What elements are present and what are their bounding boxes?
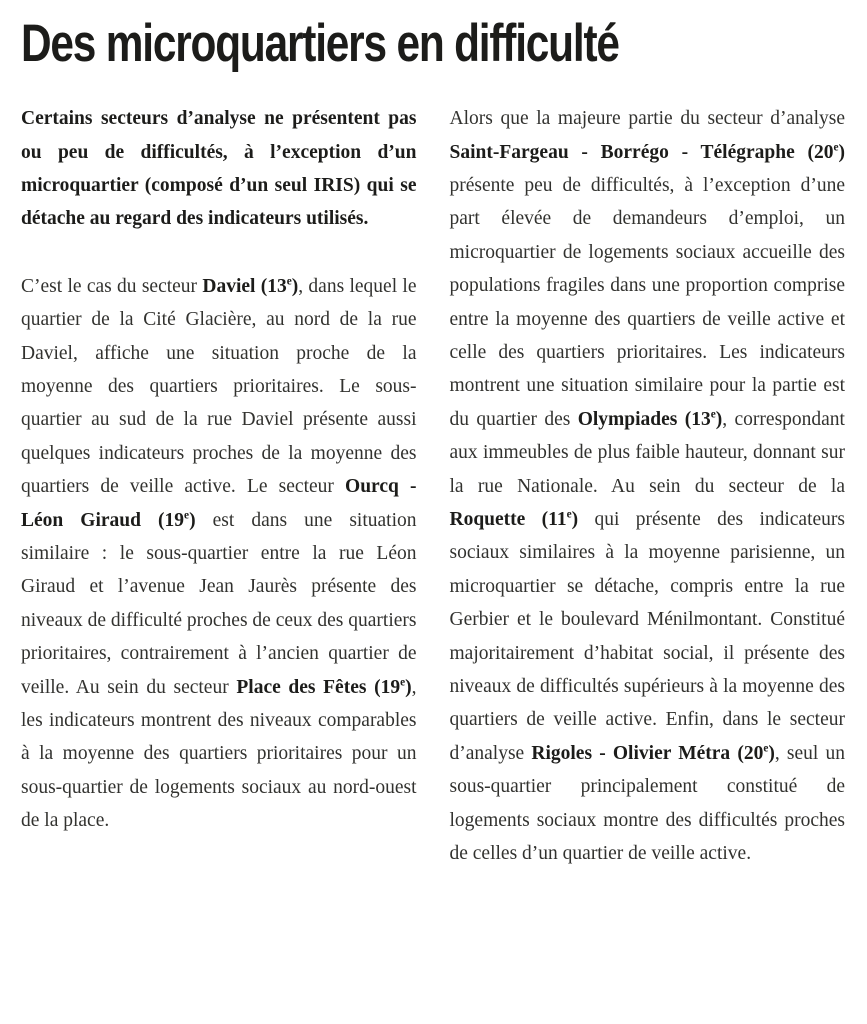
article-columns <box>21 102 845 870</box>
sector-name: Roquette (11 <box>449 508 567 530</box>
sector-name: ) <box>768 742 775 764</box>
sector-name: ) <box>838 141 845 163</box>
right-column <box>450 102 846 870</box>
text-segment: C’est le cas du secteur <box>21 275 203 297</box>
sector-name: Ourcq - Léon Giraud (19 <box>21 476 417 531</box>
sector-name: ) <box>189 509 196 531</box>
sector-name: e <box>566 508 572 521</box>
text-segment: est dans une situation similaire : le sous-quartier entre la rue Léon Giraud et l’avenue Jean Jaurès présente des niveaux de difficulté proches de ceux des quartiers prioritaires, contrairement à l’ancien quartier de veille. Au sein du secteur <box>21 509 417 698</box>
right-body-paragraph <box>450 102 846 870</box>
sector-name: e <box>400 676 406 689</box>
sector-name: Olympiades (13 <box>577 408 711 430</box>
text-segment: Alors que la majeure partie du secteur d’analyse <box>449 108 845 130</box>
left-column <box>21 102 417 870</box>
sector-name: ) <box>291 275 299 297</box>
sector-name: ) <box>405 676 412 698</box>
text-segment: , les indicateurs montrent des niveaux comparables à la moyenne des quartiers prioritaires pour un sous-quartier de logements sociaux au nord-ouest de la place. <box>21 676 417 832</box>
sector-name: e <box>710 408 716 421</box>
text-segment: présente peu de difficultés, à l’exception d’une part élevée de demandeurs d’emploi, un microquartier de logements sociaux accueille des populations fragiles dans une proportion comprise entre la moyenne des quartiers de veille active et celle des quartiers prioritaires. Les indicateurs montrent une situation similaire pour la partie est du quartier des <box>449 174 845 430</box>
text-segment: qui présente des indicateurs sociaux similaires à la moyenne parisienne, un microquartier se détache, compris entre la rue Gerbier et le boulevard Ménilmontant. Constitué majoritairement d’habitat social, il présente des niveaux de difficultés supérieurs à la moyenne des quartiers de veille active. Enfin, dans le secteur d’analyse <box>449 508 845 764</box>
page-title: Des microquartiers en difficulté <box>21 14 619 73</box>
sector-name: e <box>833 141 839 154</box>
sector-name: Place des Fêtes (19 <box>236 676 401 698</box>
sector-name: Rigoles - Olivier Métra (20 <box>531 742 764 764</box>
sector-name: Saint-Fargeau - Borrégo - Télégraphe (20 <box>449 141 834 163</box>
sector-name: e <box>286 275 292 288</box>
text-segment: , dans lequel le quartier de la Cité Glacière, au nord de la rue Daviel, affiche une situation proche de la moyenne des quartiers prioritaires. Le sous-quartier au sud de la rue Daviel présente aussi quelques indicateurs proches de la moyenne des quartiers de veille active. Le secteur <box>21 275 417 498</box>
lead-paragraph <box>21 102 417 236</box>
sector-name: Daviel (13 <box>202 275 287 297</box>
sector-name: ) <box>571 508 579 530</box>
sector-name: e <box>763 742 769 755</box>
left-body-paragraph <box>21 270 417 838</box>
text-segment: , correspondant aux immeubles de plus faible hauteur, donnant sur la rue Nationale. Au sein du secteur de la <box>449 408 845 497</box>
text-segment: , seul un sous-quartier principalement constitué de logements sociaux montre des difficultés proches de celles d’un quartier de veille active. <box>449 742 845 865</box>
sector-name: Certains secteurs d’analyse ne présentent pas ou peu de difficultés, à l’exception d’un microquartier (composé d’un seul IRIS) qui se détache au regard des indicateurs utilisés. <box>21 108 417 230</box>
sector-name: e <box>184 509 190 522</box>
sector-name: ) <box>715 408 723 430</box>
